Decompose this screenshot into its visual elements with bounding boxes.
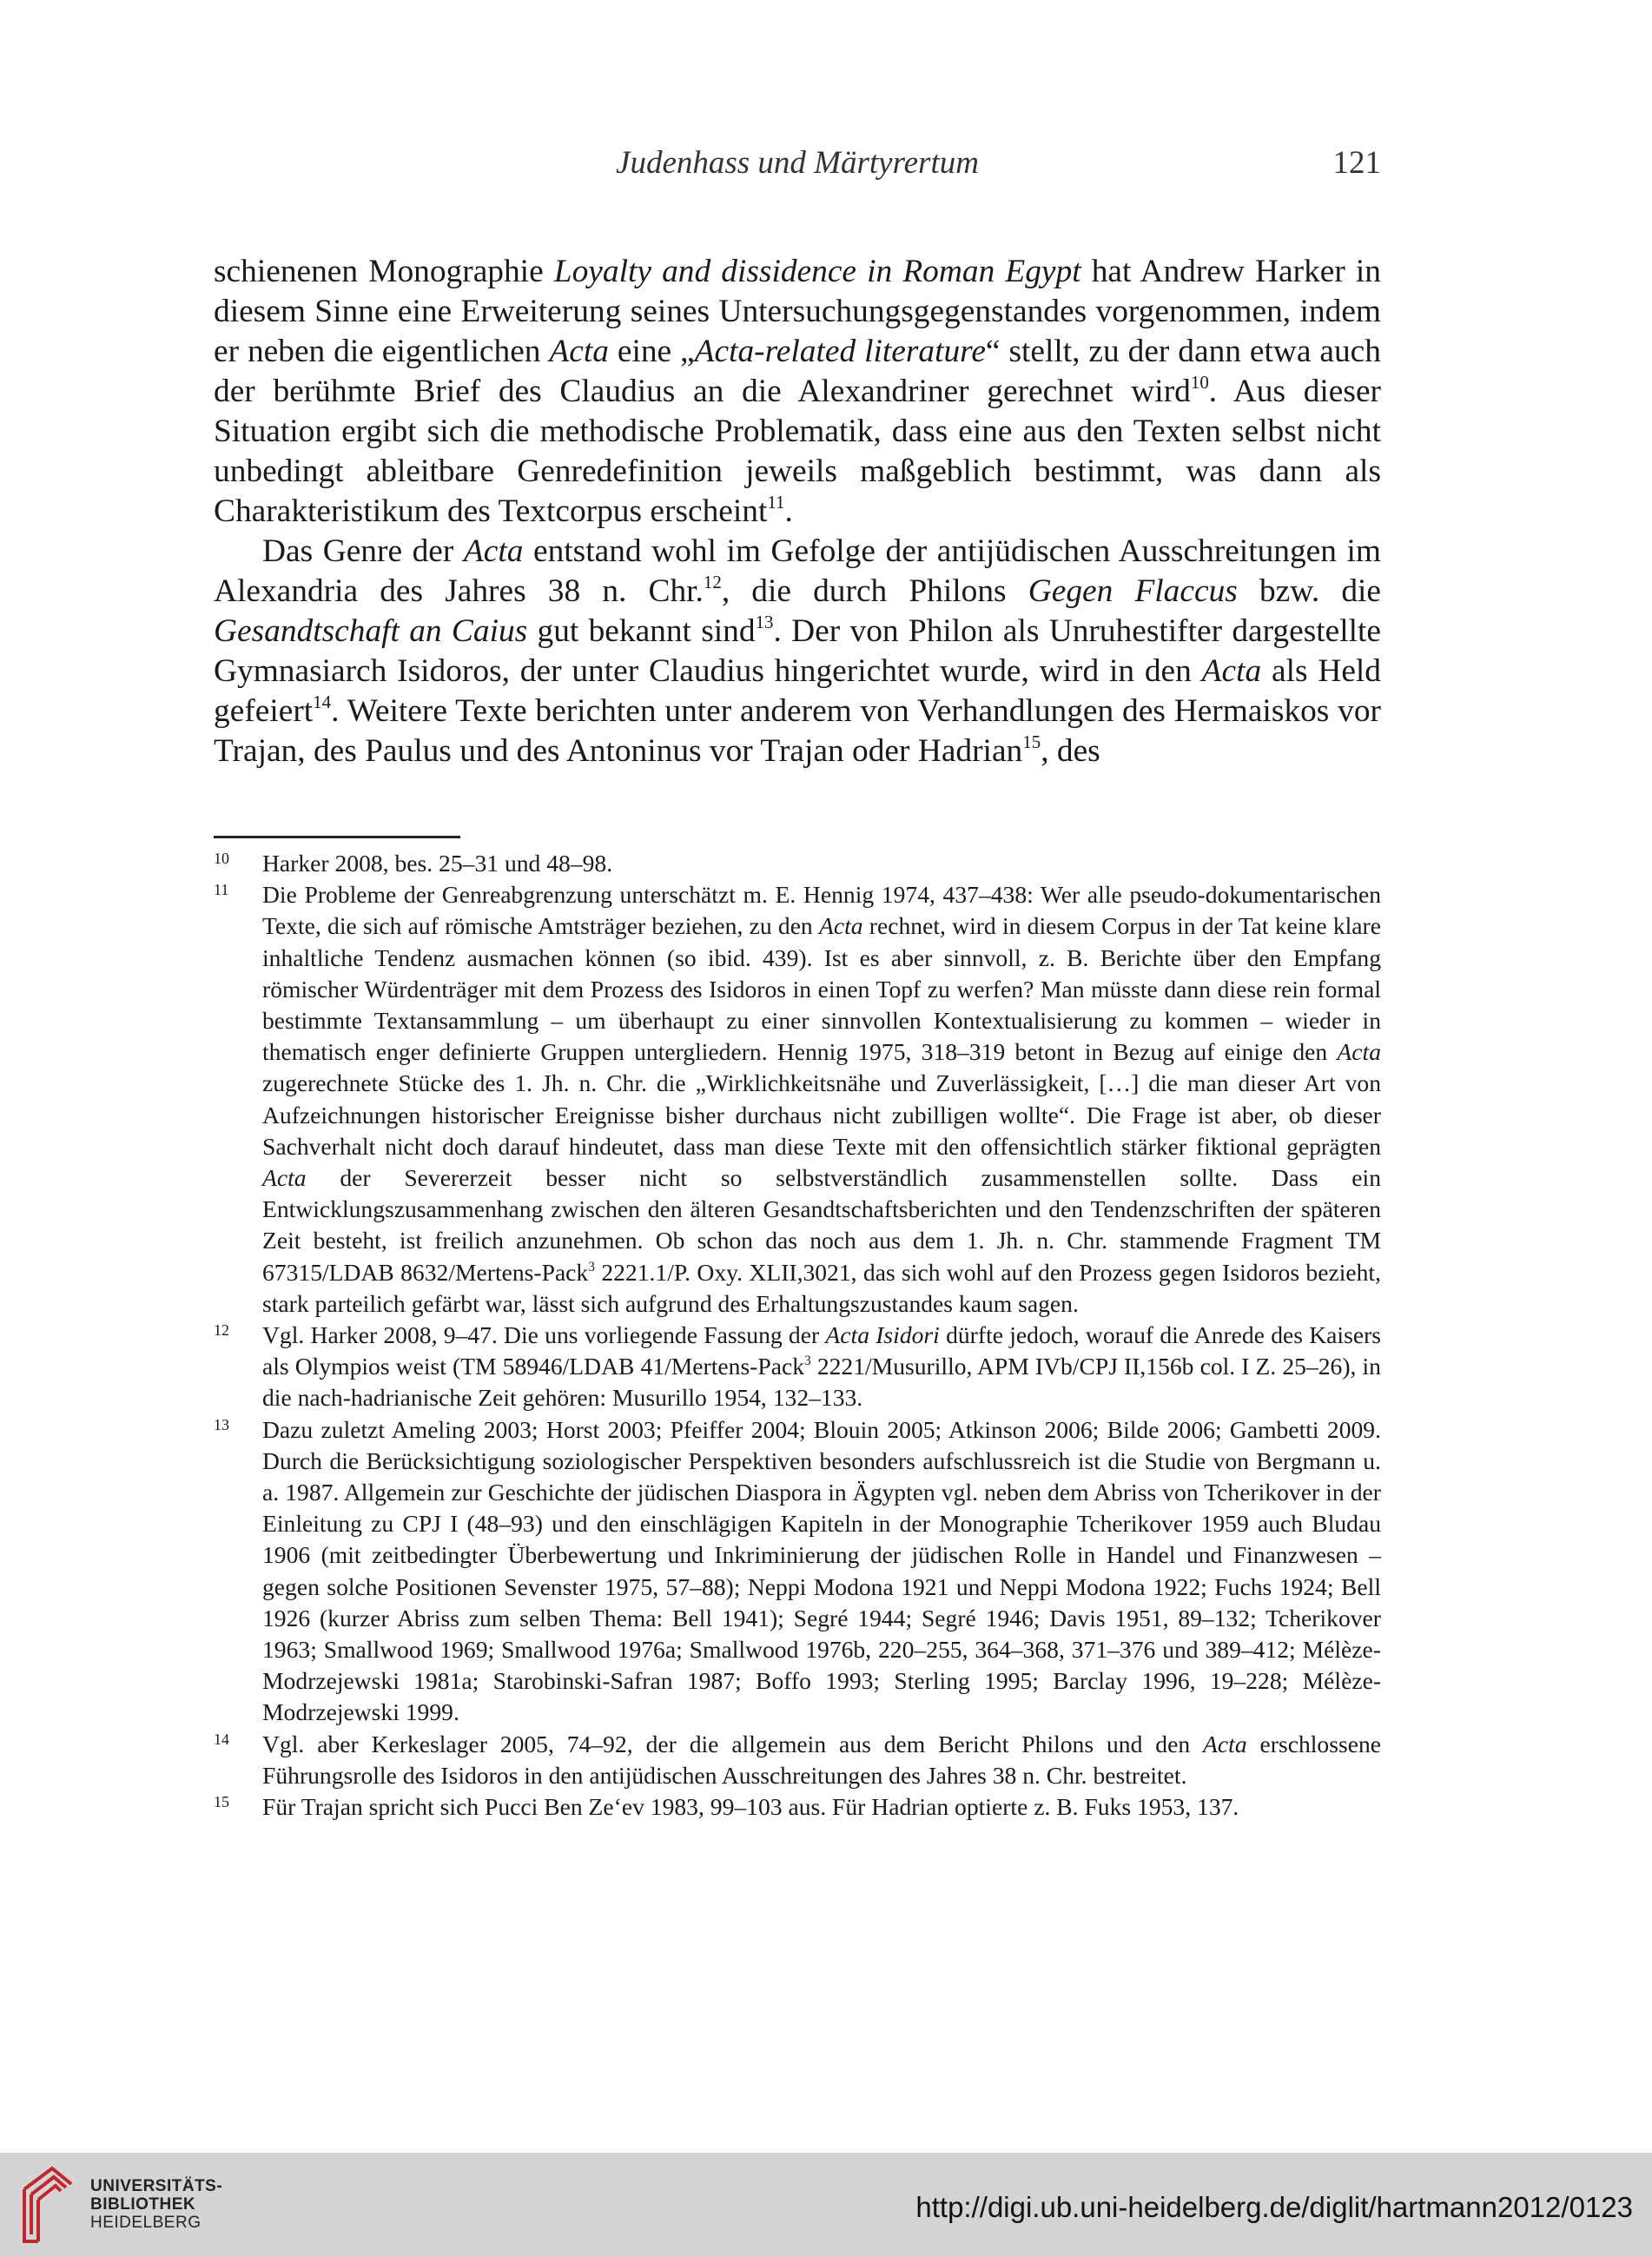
footnotes <box>214 848 1381 1823</box>
italic-title: Gesandtschaft an Caius <box>214 613 528 649</box>
source-url-link[interactable]: http://digi.ub.uni-heidelberg.de/diglit/hartmann2012/0123 <box>915 2191 1633 2223</box>
page-number: 121 <box>1332 145 1381 181</box>
text-run: “ stellt, zu der dann etwa auch der berühmte Brief des Claudius an die Alexandriner gerechnet wird <box>214 334 1381 409</box>
footnote-number: 12 <box>214 1321 229 1340</box>
italic-title: Acta Isidori <box>825 1321 940 1349</box>
logo-line: BIBLIOTHEK <box>90 2195 196 2214</box>
text-run: rechnet, wird in diesem Corpus in der Tat keine klare inhaltliche Tendenz ausmachen können (so ibid. 439). Ist es aber sinnvoll, z. B. Berichte über den Empfang römischer Würdenträger mit dem Prozess des Isidoros in einen Topf zu werfen? Man müsste dann diese rein formal bestimmte Textansammlung – um überhaupt zu einer sinnvollen Kontextualisierung zu kommen – wieder in thematisch enger definierte Gruppen untergliedern. Hennig 1975, 318–319 betont in Bezug auf einige den <box>262 912 1381 1066</box>
italic-term: Acta <box>549 334 609 369</box>
footnote-ref[interactable]: 11 <box>767 491 785 513</box>
footnote-text <box>262 1729 1381 1791</box>
paragraph <box>214 532 1381 771</box>
main-text <box>214 252 1381 771</box>
footnote-text <box>262 1791 1381 1823</box>
footnote-text <box>262 848 1381 879</box>
footnote-number: 14 <box>214 1730 229 1748</box>
logo-line: HEIDELBERG <box>90 2214 202 2232</box>
text-run: Die Probleme der Genreabgrenzung unterschätzt m. E. Hennig 1974, 437–438: Wer alle pseudo-dokumentarischen Texte, die sich auf römische Amtsträger beziehen, zu den <box>262 881 1381 940</box>
library-logo-text <box>90 2177 222 2232</box>
logo-line: UNIVERSITÄTS- <box>90 2177 223 2195</box>
footnote-11 <box>214 879 1381 1320</box>
library-logo-icon[interactable] <box>19 2163 76 2247</box>
text-run: als Held gefeiert <box>214 653 1382 729</box>
text-run: eine „ <box>608 334 695 369</box>
footnote-ref[interactable]: 14 <box>313 691 332 712</box>
footnote-ref[interactable]: 15 <box>1022 731 1041 752</box>
text-run: . Weitere Texte berichten unter anderem von Verhandlungen des Hermaiskos vor Trajan, des Paulus und des Antoninus vor Trajan oder Hadrian <box>214 693 1381 769</box>
text-run: bzw. die <box>1237 573 1381 609</box>
footnote-text <box>262 1414 1381 1729</box>
footnote-number: 15 <box>214 1793 229 1811</box>
text-run: 2221.1/P. Oxy. XLII,3021, das sich wohl auf den Prozess gegen Isidoros bezieht, stark parteilich gefärbt war, lässt sich aufgrund des Erhaltungszustandes kaum sagen. <box>262 1258 1381 1317</box>
footnote-ref[interactable]: 12 <box>703 571 722 592</box>
text-run: erschlossene Führungsrolle des Isidoros in den antijüdischen Ausschreitungen des Jahres 38 n. Chr. bestreitet. <box>262 1730 1381 1789</box>
superscript: 3 <box>804 1354 811 1369</box>
text-run: , des <box>1041 733 1100 769</box>
text-run: . Der von Philon als Unruhestifter dargestellte Gymnasiarch Isidoros, der unter Claudius hingerichtet wurde, wird in den <box>214 613 1381 689</box>
text-run: . <box>784 493 793 529</box>
italic-term: Acta <box>1201 653 1262 689</box>
footnote-text <box>262 1320 1381 1414</box>
footnote-ref[interactable]: 10 <box>1190 371 1209 393</box>
text-run: der Severerzeit besser nicht so selbstverständlich zusammenstellen sollte. Dass ein Entwicklungszusammenhang zwischen den älteren Gesandtschaftsberichten und den Tendenzschriften der späteren Zeit besteht, ist freilich anzunehmen. Ob schon das noch aus dem 1. Jh. n. Chr. stammende Fragment TM 67315/LDAB 8632/Mertens-Pack <box>262 1164 1381 1286</box>
footnote-12 <box>214 1320 1381 1414</box>
footnote-15 <box>214 1791 1381 1823</box>
italic-title: Gegen Flaccus <box>1028 573 1238 609</box>
italic-term: Acta-related literature <box>694 334 986 369</box>
footer-bar <box>0 2153 1652 2257</box>
footnote-number: 10 <box>214 850 229 867</box>
text-run: dürfte jedoch, worauf die Anrede des Kaisers als Olympios weist (TM 58946/LDAB 41/Mertens-Pack <box>262 1321 1382 1380</box>
text-run: Das Genre der <box>262 533 464 569</box>
text-run: Vgl. Harker 2008, 9–47. Die uns vorliegende Fassung der <box>262 1321 826 1349</box>
footnote-number: 11 <box>214 881 229 899</box>
text-run: zugerechnete Stücke des 1. Jh. n. Chr. die „Wirklichkeitsnähe und Zuverlässigkeit, […] die man dieser Art von Aufzeichnungen historischer Ereignisse bisher durchaus nicht zubilligen wollte“. Die Frage ist aber, ob dieser Sachverhalt nicht doch darauf hindeutet, dass man diese Texte mit den offensichtlich stärker fiktional geprägten <box>262 1069 1381 1160</box>
footnote-13 <box>214 1414 1381 1729</box>
footnote-14 <box>214 1729 1381 1791</box>
italic-term: Acta <box>463 533 524 569</box>
superscript: 3 <box>588 1259 595 1274</box>
footnote-10 <box>214 848 1381 879</box>
italic-term: Acta <box>1203 1730 1247 1757</box>
footnote-text <box>262 879 1381 1320</box>
footnote-number: 13 <box>214 1415 229 1433</box>
italic-term: Acta <box>1337 1038 1381 1066</box>
text-run: 2221/Musurillo, APM IVb/CPJ II,156b col. I Z. 25–26), in die nach-hadrianische Zeit gehören: Musurillo 1954, 132–133. <box>262 1353 1381 1412</box>
italic-title: Loyalty and dissidence in Roman Egypt <box>553 254 1081 289</box>
text-run: entstand wohl im Gefolge der antijüdischen Ausschreitungen im Alexandria des Jahres 38 n. Chr. <box>214 533 1381 609</box>
text-run: Dazu zuletzt Ameling 2003; Horst 2003; Pfeiffer 2004; Blouin 2005; Atkinson 2006; Bilde 2006; Gambetti 2009. Durch die Berücksichtigung soziologischer Perspektiven besonders aufschlussreich ist die Studie von Bergmann u. a. 1987. Allgemein zur Geschichte der jüdischen Diaspora in Ägypten vgl. neben dem Abriss von Tcherikover in der Einleitung zu CPJ I (48–93) und den einschlägigen Kapiteln in der Monographie Tcherikover 1959 auch Bludau 1906 (mit zeitbedingter Überbewertung und Inkriminierung der jüdischen Rolle in Handel und Finanzwesen – gegen solche Positionen Sevenster 1975, 57–88); Neppi Modona 1921 und Neppi Modona 1922; Fuchs 1924; Bell 1926 (kurzer Abriss zum selben Thema: Bell 1941); Segré 1944; Segré 1946; Davis 1951, 89–132; Tcherikover 1963; Smallwood 1969; Smallwood 1976a; Smallwood 1976b, 220–255, 364–368, 371–376 und 389–412; Mélèze-Modrzejewski 1981a; Starobinski-Safran 1987; Boffo 1993; Sterling 1995; Barclay 1996, 19–228; Mélèze-Modrzejewski 1999. <box>262 1415 1381 1726</box>
text-run: gut bekannt sind <box>527 613 756 649</box>
text-run: , die durch Philons <box>721 573 1028 609</box>
footnote-ref[interactable]: 13 <box>755 611 774 632</box>
text-run: hat Andrew Harker in diesem Sinne eine Erweiterung seines Untersuchungsgegenstandes vorgenommen, indem er neben die eigentlichen <box>214 254 1382 369</box>
italic-term: Acta <box>818 912 863 940</box>
paragraph <box>214 252 1381 532</box>
footnote-divider <box>214 836 460 838</box>
text-run: . Aus dieser Situation ergibt sich die methodische Problematik, dass eine aus den Texten selbst nicht unbedingt ableitbare Genredefinition jeweils maßgeblich bestimmt, was dann als Charakteristikum des Textcorpus erscheint <box>214 374 1381 529</box>
page-header <box>214 144 1381 188</box>
text-run: Vgl. aber Kerkeslager 2005, 74–92, der die allgemein aus dem Bericht Philons und den <box>262 1730 1204 1757</box>
running-title: Judenhass und Märtyrertum <box>616 145 979 181</box>
text-run: schienenen Monographie <box>214 254 554 289</box>
italic-term: Acta <box>262 1164 307 1192</box>
text-run: Harker 2008, bes. 25–31 und 48–98. <box>262 850 613 877</box>
text-run: Für Trajan spricht sich Pucci Ben Ze‘ev 1983, 99–103 aus. Für Hadrian optierte z. B. Fuks 1953, 137. <box>262 1793 1239 1821</box>
